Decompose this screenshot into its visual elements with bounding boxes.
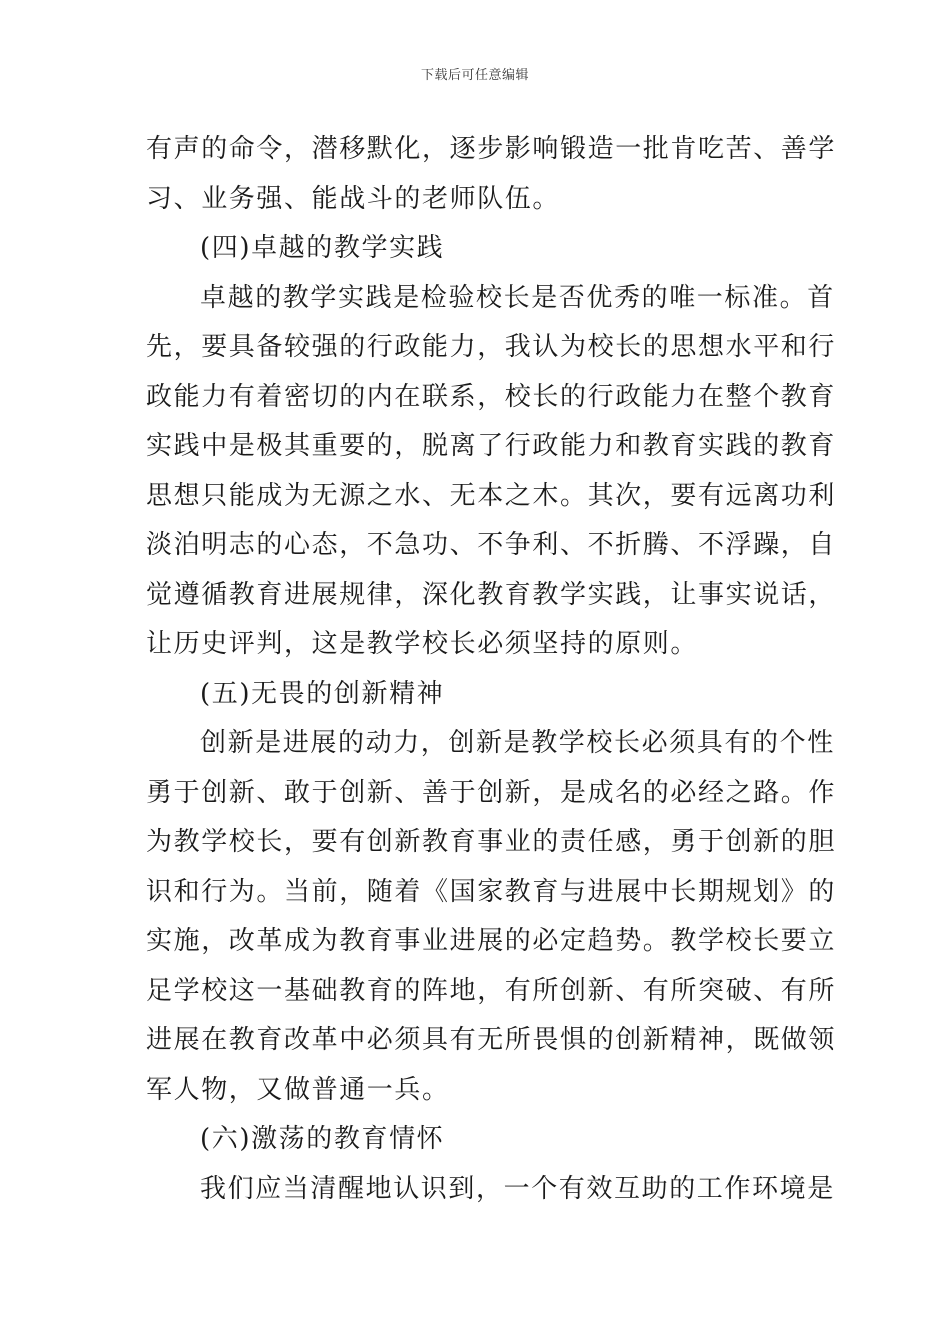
section-heading: (五)无畏的创新精神 (200, 678, 445, 709)
text-line: 先，要具备较强的行政能力，我认为校长的思想水平和行 (146, 332, 837, 362)
text-line: 有声的命令，潜移默化，逐步影响锻造一批肯吃苦、善学 (146, 134, 837, 164)
text-line: 我们应当清醒地认识到，一个有效互助的工作环境是 (200, 1173, 835, 1204)
section-heading: (六)激荡的教育情怀 (200, 1124, 445, 1154)
text-line: 习、业务强、能战斗的老师队伍。 (146, 183, 561, 214)
page-header: 下载后可任意编辑 (420, 68, 529, 83)
text-line: 军人物，又做普通一兵。 (146, 1074, 450, 1105)
text-line: 勇于创新、敢于创新、善于创新，是成名的必经之路。作 (146, 777, 837, 808)
section-heading: (四)卓越的教学实践 (200, 233, 445, 263)
text-line: 进展在教育改革中必须具有无所畏惧的创新精神，既做领 (146, 1025, 837, 1055)
text-line: 为教学校长，要有创新教育事业的责任感，勇于创新的胆 (146, 827, 837, 857)
text-line: 思想只能成为无源之水、无本之木。其次，要有远离功利 (146, 480, 837, 511)
text-line: 让历史评判，这是教学校长必须坚持的原则。 (146, 629, 699, 659)
text-line: 实践中是极其重要的，脱离了行政能力和教育实践的教育 (146, 431, 837, 461)
document-body (146, 125, 837, 1214)
text-line: 足学校这一基础教育的阵地，有所创新、有所突破、有所 (146, 975, 837, 1006)
text-line: 政能力有着密切的内在联系，校长的行政能力在整个教育 (146, 381, 837, 412)
text-line: 淡泊明志的心态，不急功、不争利、不折腾、不浮躁，自 (146, 530, 837, 560)
text-line: 觉遵循教育进展规律，深化教育教学实践，让事实说话， (146, 579, 837, 610)
text-line: 实施，改革成为教育事业进展的必定趋势。教学校长要立 (146, 926, 837, 956)
text-line: 创新是进展的动力，创新是教学校长必须具有的个性 (200, 728, 835, 758)
text-line: 卓越的教学实践是检验校长是否优秀的唯一标准。首 (200, 282, 835, 313)
text-line: 识和行为。当前，随着《国家教育与进展中长期规划》的 (146, 876, 837, 907)
